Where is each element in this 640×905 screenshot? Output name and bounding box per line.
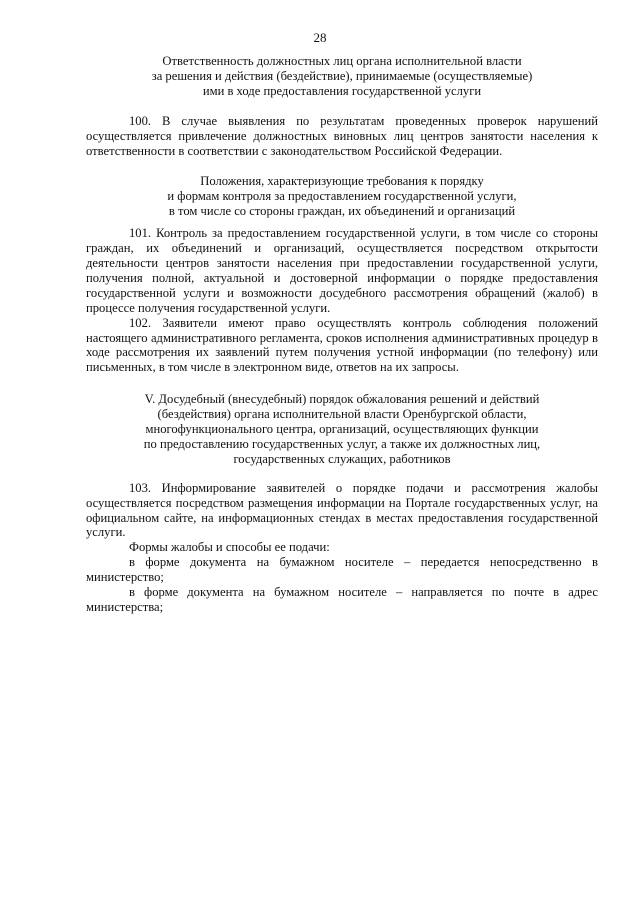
heading-line: государственных служащих, работников <box>233 451 451 466</box>
section-heading-responsibility <box>86 54 598 99</box>
paragraph-102: 102. Заявители имеют право осуществлять контроль соблюдения положений настоящего административного регламента, сроков исполнения административных процедур в ходе рассмотрения их заявлений путем получения устной информации (по телефону) или письменных, в том числе в электронном виде, ответов на их запросы. <box>86 315 598 375</box>
heading-line: (бездействия) органа исполнительной власти Оренбургской области, <box>157 407 527 422</box>
heading-line: за решения и действия (бездействие), принимаемые (осуществляемые) <box>151 68 533 83</box>
paragraph-complaint-forms: Формы жалобы и способы ее подачи: <box>129 540 330 555</box>
paragraph-paper-direct: в форме документа на бумажном носителе – передается непосредственно в министерство; <box>86 555 598 585</box>
heading-line: ими в ходе предоставления государственной услуги <box>202 83 482 98</box>
heading-line: многофункционального центра, организаций, осуществляющих функции <box>145 422 539 437</box>
heading-line: по предоставлению государственных услуг, а также их должностных лиц, <box>143 436 541 451</box>
page-number: 28 <box>313 30 327 45</box>
heading-line: в том числе со стороны граждан, их объединений и организаций <box>168 204 516 219</box>
section-heading-control <box>86 174 598 219</box>
heading-line: и формам контроля за предоставлением государственной услуги, <box>167 189 517 204</box>
paragraph-100: 100. В случае выявления по результатам проведенных проверок нарушений осуществляется привлечение должностных виновных лиц центров занятости населения к ответственности в соответствии с законодательством Российской Федерации. <box>86 113 598 158</box>
paragraph-103: 103. Информирование заявителей о порядке подачи и рассмотрения жалобы осуществляется посредством размещения информации на Портале государственных услуг, на официальном сайте, на информационных стендах в местах предоставления государственной услуги. <box>86 480 598 540</box>
document-body <box>86 54 598 615</box>
heading-line: Положения, характеризующие требования к порядку <box>200 174 484 189</box>
paragraph-paper-mail: в форме документа на бумажном носителе – направляется по почте в адрес министерства; <box>86 585 598 614</box>
heading-line: V. Досудебный (внесудебный) порядок обжалования решений и действий <box>144 392 540 407</box>
paragraph-101: 101. Контроль за предоставлением государственной услуги, в том числе со стороны граждан, их объединений и организаций, осуществляется посредством открытости деятельности центров занятости населения при предоставлении государственной услуги, получения полной, актуальной и достоверной информации о порядке предоставления государственной услуги и возможности досудебного рассмотрения обращений (жалоб) в процессе получения государственной услуги. <box>86 226 598 315</box>
section-heading-appeal <box>86 392 598 467</box>
heading-line: Ответственность должностных лиц органа исполнительной власти <box>162 54 522 68</box>
